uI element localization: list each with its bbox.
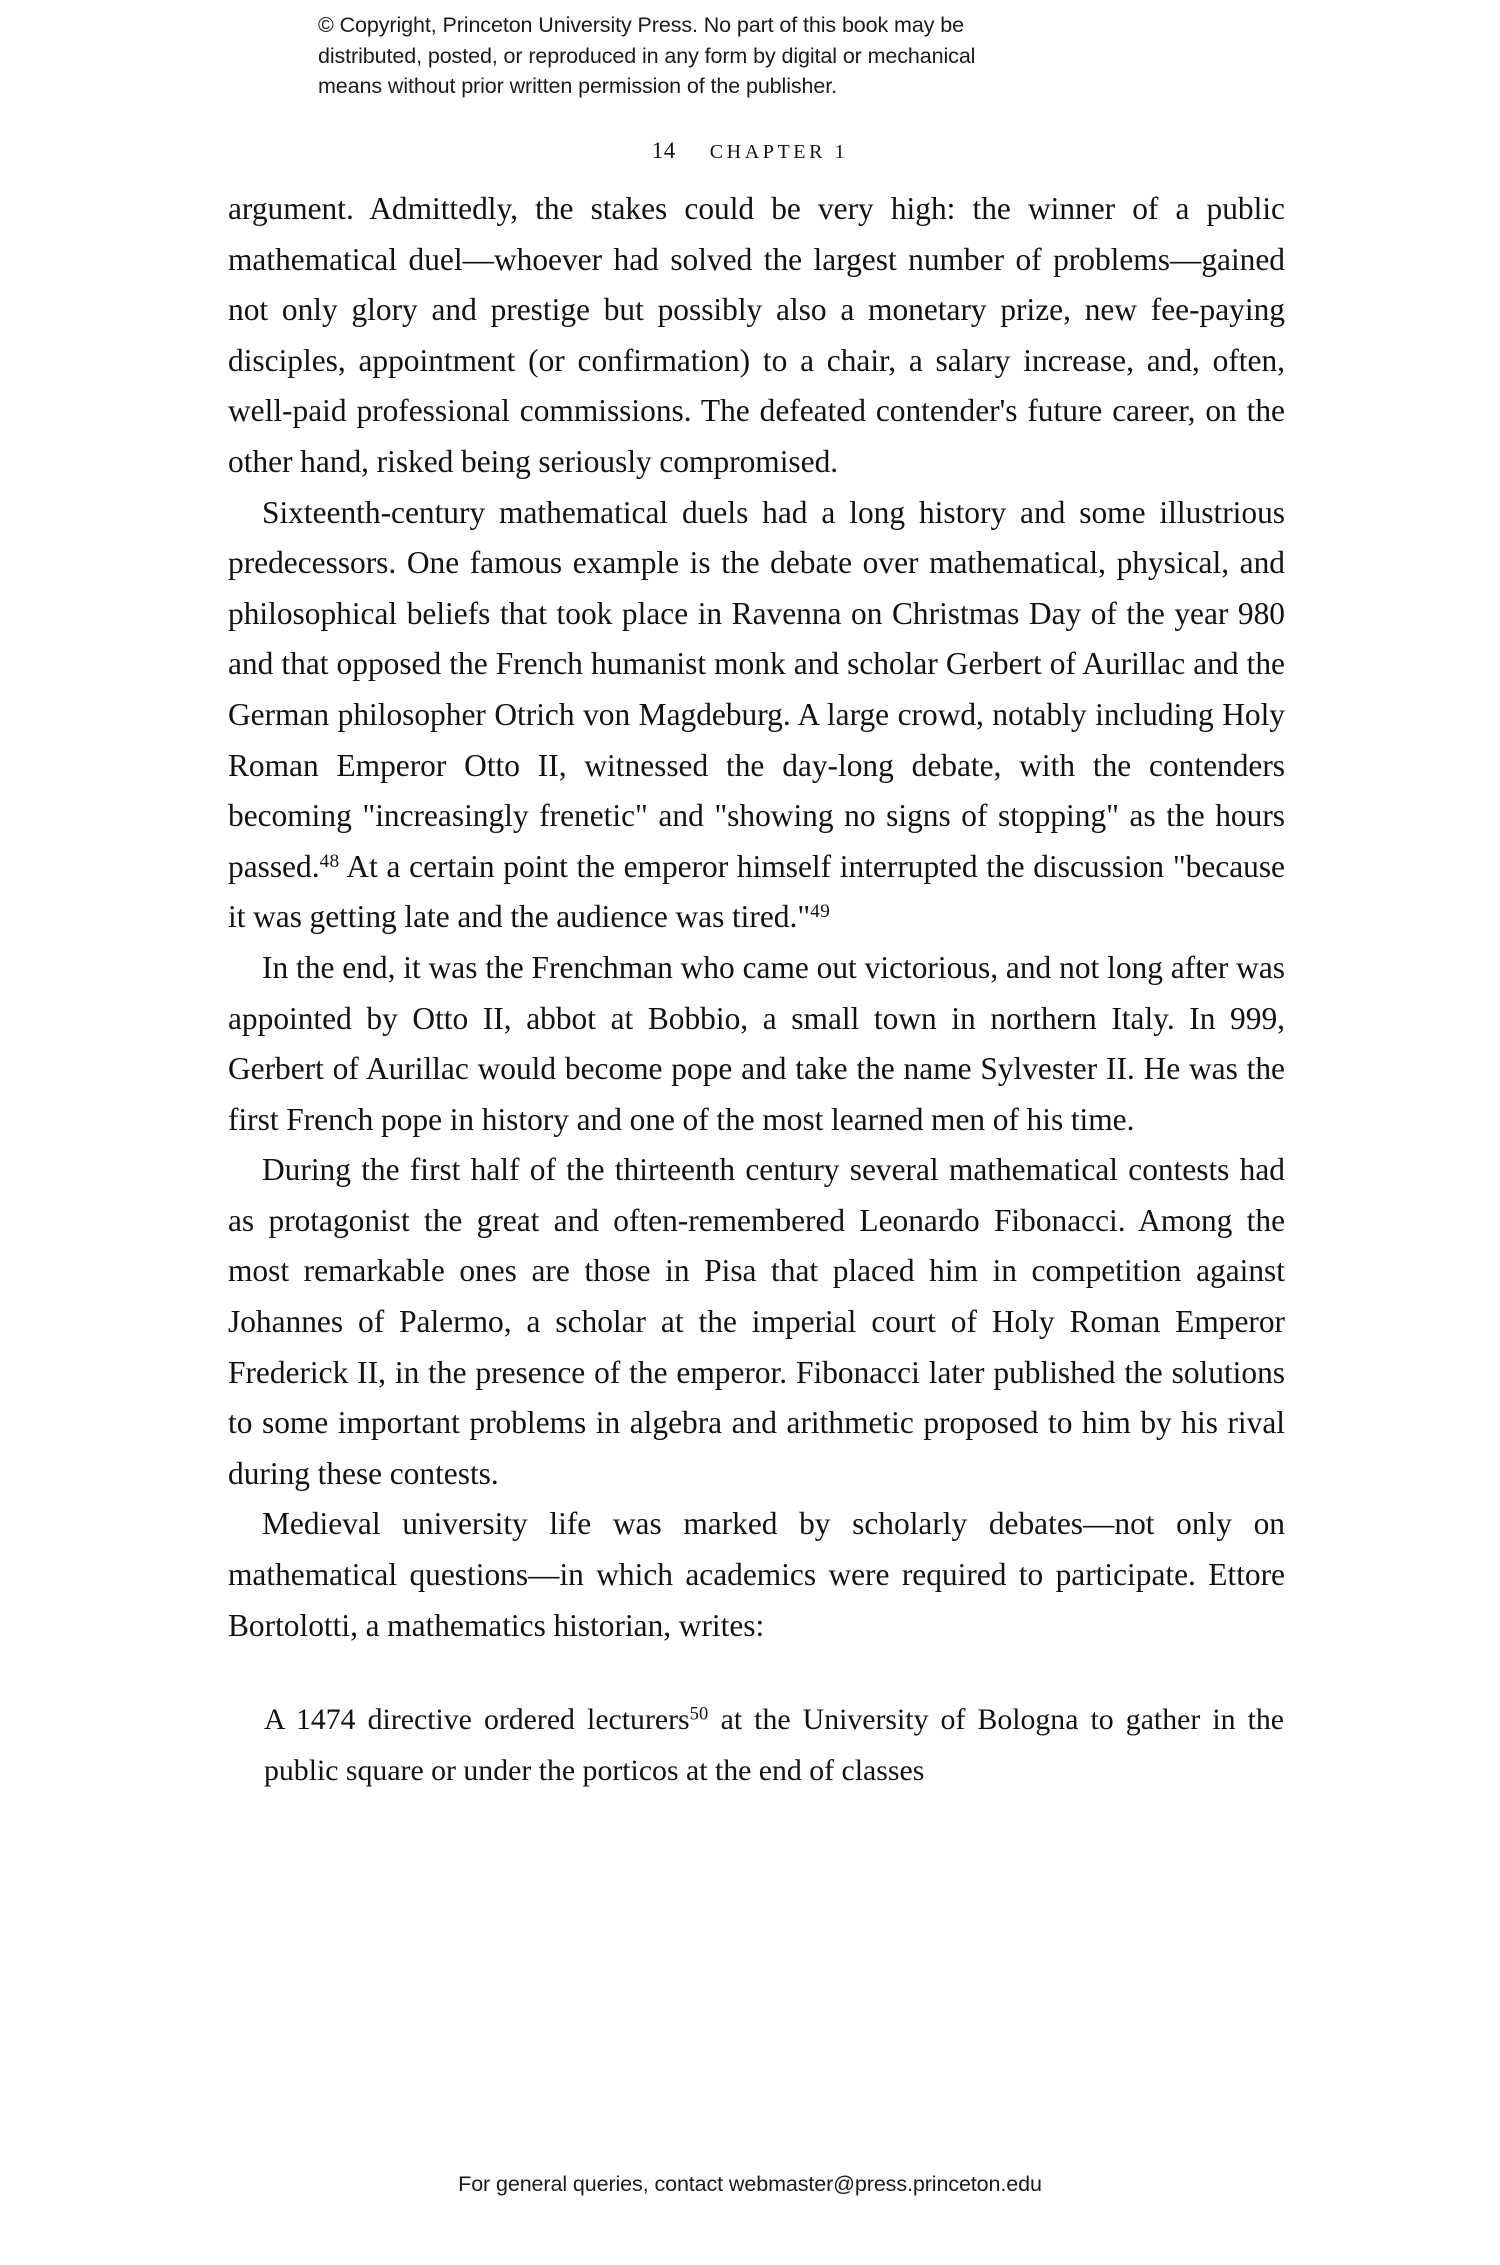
copyright-line-2: distributed, posted, or reproduced in any form by digital or mechanical bbox=[318, 43, 976, 68]
blockquote-1474-directive bbox=[264, 1695, 1284, 1796]
copyright-line-3: means without prior written permission of the publisher. bbox=[318, 74, 838, 98]
footnote-marker-50[interactable]: 50 bbox=[689, 1703, 709, 1724]
footnote-marker-49[interactable]: 49 bbox=[810, 901, 831, 923]
paragraph-sixteenth-century bbox=[228, 488, 1285, 943]
paragraph-sixteenth-century-text-a: Sixteenth-century mathematical duels had a long history and some illustrious predecessors. One famous example is the debate over mathematical, physical, and philosophical beliefs that took place in Ravenna on Christmas Day of the year 980 and that opposed the French humanist monk and scholar Gerbert of Aurillac and the German philosopher Otrich von Magdeburg. A large crowd, notably including Holy Roman Emperor Otto II, witnessed the day-long debate, with the contenders becoming "increasingly frenetic" and "showing no signs of stopping" as the hours passed. bbox=[228, 494, 1285, 884]
page-number: 14 bbox=[651, 138, 676, 163]
paragraph-argument bbox=[228, 184, 1285, 488]
running-head bbox=[0, 138, 1500, 164]
paragraph-during-first-half bbox=[228, 1145, 1285, 1499]
body-text bbox=[228, 184, 1285, 1796]
paragraph-sixteenth-century-text-b: At a certain point the emperor himself interrupted the discussion "because it was getting late and the audience was tired." bbox=[228, 848, 1285, 935]
copyright-line-1: © Copyright, Princeton University Press. No part of this book may be bbox=[318, 13, 964, 37]
blockquote-paragraph bbox=[264, 1695, 1284, 1796]
paragraph-medieval-university bbox=[228, 1499, 1285, 1651]
paragraph-in-the-end bbox=[228, 943, 1285, 1145]
quote-spacer bbox=[228, 1651, 1285, 1695]
footnote-marker-48[interactable]: 48 bbox=[319, 850, 340, 872]
paragraph-during-first-half-text: During the first half of the thirteenth century several mathematical contests had as protagonist the great and often-remembered Leonardo Fibonacci. Among the most remarkable ones are those in Pisa that placed him in competition against Johannes of Palermo, a scholar at the imperial court of Holy Roman Emperor Frederick II, in the presence of the emperor. Fibonacci later published the solutions to some important problems in algebra and arithmetic proposed to him by his rival during these contests. bbox=[228, 1152, 1285, 1491]
footer-query-line: For general queries, contact webmaster@press.princeton.edu bbox=[458, 2172, 1042, 2196]
copyright-notice bbox=[318, 10, 1178, 102]
paragraph-argument-text: argument. Admittedly, the stakes could be very high: the winner of a public mathematical duel—whoever had solved the largest number of problems—gained not only glory and prestige but possibly also a monetary prize, new fee-paying disciples, appointment (or confirmation) to a chair, a salary increase, and, often, well-paid professional commissions. The defeated contender's future career, on the other hand, risked being seriously compromised. bbox=[228, 191, 1285, 479]
paragraph-in-the-end-text: In the end, it was the Frenchman who came out victorious, and not long after was appointed by Otto II, abbot at Bobbio, a small town in northern Italy. In 999, Gerbert of Aurillac would become pope and take the name Sylvester II. He was the first French pope in history and one of the most learned men of his time. bbox=[228, 949, 1285, 1137]
blockquote-text-b: at the University of Bologna to gather in the public square or under the porticos at the end of classes bbox=[264, 1703, 1284, 1787]
paragraph-medieval-university-text: Medieval university life was marked by scholarly debates—not only on mathematical questions—in which academics were required to participate. Ettore Bortolotti, a mathematics historian, writes: bbox=[228, 1506, 1285, 1643]
blockquote-text-a: A 1474 directive ordered lecturers bbox=[264, 1703, 690, 1737]
chapter-label: CHAPTER 1 bbox=[709, 141, 849, 163]
